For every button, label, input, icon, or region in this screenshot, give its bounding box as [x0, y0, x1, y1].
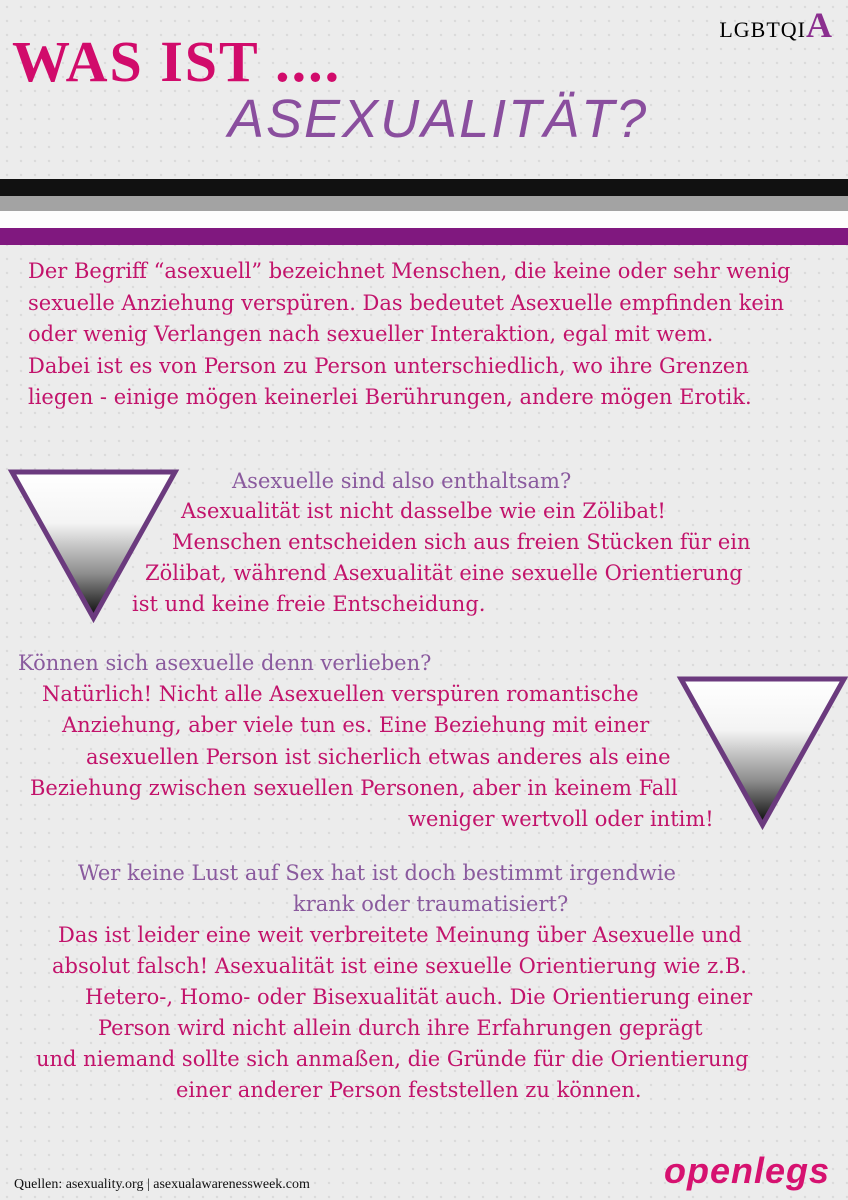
answer-line: ist und keine freie Entscheidung. [132, 592, 486, 616]
answer-line: Beziehung zwischen sexuellen Personen, aber in keinem Fall [30, 776, 678, 800]
page-title-line2: ASEXUALITÄT? [228, 89, 649, 149]
intro-line: liegen - einige mögen keinerlei Berührungen, andere mögen Erotik. [28, 385, 752, 409]
answer-line: Zölibat, während Asexualität eine sexuelle Orientierung [145, 561, 743, 585]
answer-line: Hetero-, Homo- oder Bisexualität auch. Die Orientierung einer [85, 985, 753, 1009]
openlegs-logo: openlegs [663, 1150, 830, 1191]
answer-line: weniger wertvoll oder intim! [408, 807, 714, 831]
question-love: Können sich asexuelle denn verlieben? [18, 651, 432, 675]
brand-suffix: A [806, 5, 832, 45]
flag-stripe-purple [0, 228, 848, 245]
intro-line: Der Begriff “asexuell” bezeichnet Menschen, die keine oder sehr wenig [28, 259, 791, 283]
answer-line: Person wird nicht allein durch ihre Erfahrungen geprägt [98, 1016, 703, 1040]
brand-mark [719, 4, 832, 46]
intro-paragraph [28, 256, 791, 414]
answer-line: Menschen entscheiden sich aus freien Stücken für ein [172, 530, 751, 554]
flag-stripe-white [0, 211, 848, 228]
answer-line: Das ist leider eine weit verbreitete Meinung über Asexuelle und [58, 923, 742, 947]
sources-text: Quellen: asexuality.org | asexualawarenessweek.com [14, 1177, 310, 1192]
question-illness: Wer keine Lust auf Sex hat ist doch bestimmt irgendwie [78, 861, 676, 885]
flag-stripe-black [0, 179, 848, 196]
question-illness-cont: krank oder traumatisiert? [293, 892, 569, 916]
gradient-triangle-icon [675, 673, 848, 833]
answer-line: asexuellen Person ist sicherlich etwas anderes als eine [86, 745, 671, 769]
answer-line: absolut falsch! Asexualität ist eine sexuelle Orientierung wie z.B. [52, 954, 747, 978]
intro-line: Dabei ist es von Person zu Person unterschiedlich, wo ihre Grenzen [28, 353, 749, 378]
intro-line: oder wenig Verlangen nach sexueller Interaktion, egal mit wem. [28, 322, 714, 346]
intro-line: sexuelle Anziehung verspüren. Das bedeutet Asexuelle empfinden kein [28, 290, 785, 315]
question-celibacy: Asexuelle sind also enthaltsam? [232, 469, 572, 493]
answer-line: Natürlich! Nicht alle Asexuellen verspüren romantische [42, 682, 639, 706]
answer-line: Anziehung, aber viele tun es. Eine Beziehung mit einer [62, 713, 650, 737]
answer-line: einer anderer Person feststellen zu können. [176, 1078, 642, 1102]
brand-prefix: LGBTQI [719, 17, 806, 42]
answer-line: und niemand sollte sich anmaßen, die Gründe für die Orientierung [36, 1047, 749, 1071]
page-title-line1: WAS IST .... [12, 29, 342, 94]
answer-line: Asexualität ist nicht dasselbe wie ein Zölibat! [181, 499, 666, 523]
flag-stripe-grey [0, 196, 848, 211]
